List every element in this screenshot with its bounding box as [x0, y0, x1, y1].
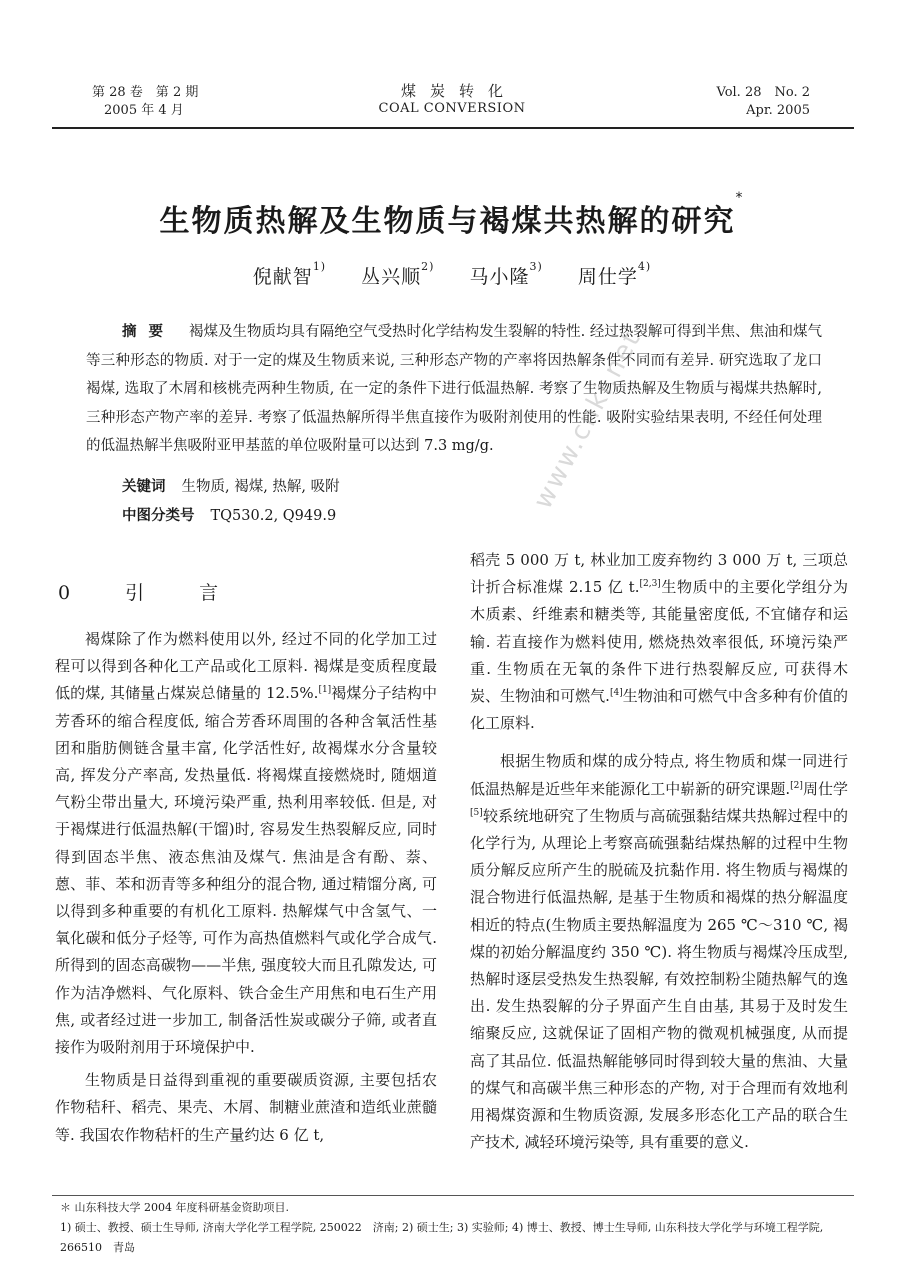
author-mark: 1)	[312, 260, 327, 273]
journal-name-en: COAL CONVERSION	[378, 101, 526, 116]
paragraph-text: 根据生物质和煤的成分特点, 将生物质和煤一同进行低温热解是近些年来能源化工中崭新的研究课题.	[470, 752, 848, 798]
author-name: 倪献智	[252, 266, 313, 288]
paper-title-text: 生物质热解及生物质与褐煤共热解的研究	[159, 204, 736, 239]
watermark: www.cnki.net	[528, 325, 648, 515]
header-volume-en: Vol. 28 No. 2	[716, 85, 810, 100]
paragraph-text: 稻壳 5 000 万 t, 林业加工废弃物约 3 000 万 t, 三项总计折合标准煤 2.15 亿 t.	[470, 551, 848, 597]
header-volume-cn: 第 28 卷 第 2 期	[92, 85, 199, 100]
author	[470, 262, 543, 289]
header-date-en: Apr. 2005	[746, 103, 810, 118]
keywords-label: 关键词	[122, 479, 166, 495]
footnote-funding: ＊ 山东科技大学 2004 年度科研基金资助项目.	[60, 1201, 289, 1214]
keywords-line	[122, 473, 340, 502]
author-mark: 4)	[637, 260, 652, 273]
author-list	[0, 262, 904, 289]
section-heading: 0 引 言	[58, 582, 237, 604]
author	[253, 262, 326, 289]
paragraph-text: 褐煤除了作为燃料使用以外, 经过不同的化学加工过程可以得到各种化工产品或化工原料. 褐煤是变质程度最低的煤, 其储量占煤炭总储量的 12.5%.	[55, 630, 437, 703]
classification-line	[122, 502, 340, 531]
body-paragraph	[55, 1067, 437, 1149]
abstract-label: 摘要	[122, 324, 176, 340]
body-paragraph	[470, 748, 848, 1156]
classification-label: 中图分类号	[122, 508, 195, 524]
body-column-right	[470, 547, 848, 1156]
body-column-left	[55, 626, 437, 1149]
body-paragraph	[470, 547, 848, 737]
paragraph-text: 周仕学	[802, 779, 848, 798]
keywords-block	[122, 473, 340, 531]
body-paragraph	[55, 626, 437, 1061]
footnote-affiliations: 1) 硕士、教授、硕士生导师, 济南大学化学工程学院, 250022 济南; 2) 硕士生; 3) 实验师; 4) 博士、教授、博士生导师, 山东科技大学化学与环境工程学院, 266510 青岛	[60, 1221, 824, 1254]
author-name: 周仕学	[577, 266, 638, 288]
paragraph-text: 生物质中的主要化学组分为木质素、纤维素和糖类等, 其能量密度低, 不宜储存和运输. 若直接作为燃料使用, 燃烧热效率很低, 环境污染严重. 生物质在无氧的条件下进行热裂解反应, 可获得木炭、生物油和可燃气.	[470, 578, 848, 706]
title-footnote-mark: *	[735, 190, 745, 206]
header-rule	[52, 127, 854, 129]
keywords-text: 生物质, 褐煤, 热解, 吸附	[181, 479, 340, 495]
header-right	[717, 84, 811, 120]
author-mark: 2)	[421, 260, 435, 273]
citation: [2]	[790, 780, 803, 791]
author	[578, 262, 651, 289]
author-mark: 3)	[529, 260, 543, 273]
author-name: 马小隆	[469, 266, 530, 288]
header-date-cn: 2005 年 4 月	[104, 103, 184, 118]
abstract-text: 褐煤及生物质均具有隔绝空气受热时化学结构发生裂解的特性. 经过热裂解可得到半焦、焦油和煤气等三种形态的物质. 对于一定的煤及生物质来说, 三种形态产物的产率将因热解条件不同而有差异. 研究选取了龙口褐煤, 选取了木屑和核桃壳两种生物质, 在一定的条件下进行低温热解. 考察了生物质热解及生物质与褐煤共热解时, 三种形态产物产率的差异. 考察了低温热解所得半焦直接作为吸附剂使用的性能. 吸附实验结果表明, 不经任何处理的低温热解半焦吸附亚甲基蓝的单位吸附量可以达到 7.3 mg/g.	[86, 324, 822, 454]
paragraph-text: 生物质是日益得到重视的重要碳质资源, 主要包括农作物秸秆、稻壳、果壳、木屑、制糖业蔗渣和造纸业蔗髓等. 我国农作物秸杆的生产量约达 6 亿 t,	[55, 1071, 437, 1144]
citation: [1]	[318, 685, 332, 696]
journal-name-cn: 煤炭转化	[400, 82, 517, 100]
author-name: 丛兴顺	[361, 266, 422, 288]
citation: [5]	[470, 807, 483, 818]
paper-title	[0, 190, 904, 240]
footnotes	[60, 1198, 850, 1258]
author	[361, 262, 434, 289]
paragraph-text: 较系统地研究了生物质与高硫强黏结煤共热解过程中的化学行为, 从理论上考察高硫强黏结煤热解的过程中生物质分解反应所产生的脱硫及抗黏作用. 将生物质与褐煤的混合物进行低温热解, 是基于生物质和褐煤的热分解温度相近的特点(生物质主要热解温度为 265 ℃～310 ℃, 褐煤的初始分解温度约 350 ℃). 将生物质与褐煤冷压成型, 热解时逐层受热发生热裂解, 有效控制粉尘随热解气的逸出. 发生热裂解的分子界面产生自由基, 其易于及时发生缩聚反应, 这就保证了固相产物的微观机械强度, 从而提高了其品位. 低温热解能够同时得到较大量的焦油、大量的煤气和高碳半焦三种形态的产物, 对于合理而有效地利用褐煤资源和生物质资源, 发展多形态化工产品的联合生产技术, 减轻环境污染等, 具有重要的意义.	[470, 806, 848, 1152]
citation: [2,3]	[639, 579, 661, 590]
classification-text: TQ530.2, Q949.9	[210, 508, 337, 524]
citation: [4]	[609, 688, 623, 699]
paragraph-text: 褐煤分子结构中芳香环的缩合程度低, 缩合芳香环周围的各种含氧活性基团和脂肪侧链含量丰富, 化学活性好, 故褐煤水分含量较高, 挥发分产率高, 发热量低. 将褐煤直接燃烧时, 随烟道气粉尘带出量大, 环境污染严重, 热利用率较低. 但是, 对于褐煤进行低温热解(干馏)时, 容易发生热裂解反应, 同时得到固态半焦、液态焦油及煤气. 焦油是含有酚、萘、蒽、菲、苯和沥青等多种组分的混合物, 通过精馏分离, 可以得到多种重要的有机化工原料. 热解煤气中含氢气、一氧化碳和低分子烃等, 可作为高热值燃料气或化学合成气. 所得到的固态高碳物——半焦, 强度较大而且孔隙发达, 可作为洁净燃料、气化原料、铁合金生产用焦和电石生产用焦, 或者经过进一步加工, 制备活性炭或碳分子筛, 或者直接作为吸附剂用于环境保护中.	[55, 684, 437, 1057]
abstract	[86, 318, 822, 461]
footnote-rule	[52, 1195, 854, 1196]
paragraph-text: 生物油和可燃气中含多种有价值的化工原料.	[470, 687, 848, 733]
